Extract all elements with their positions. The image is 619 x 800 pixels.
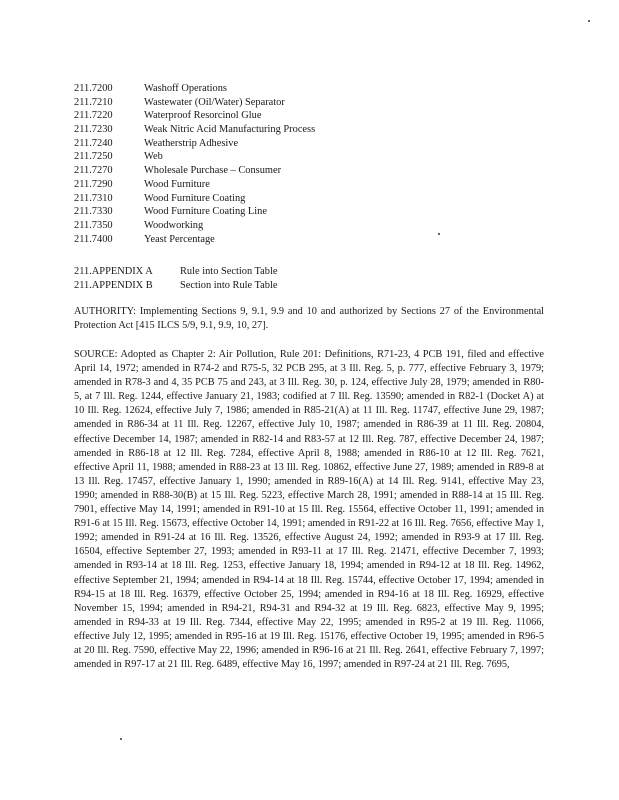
appendix-number: 211.APPENDIX B [74,280,153,291]
section-entry [74,96,574,110]
section-number: 211.7400 [74,233,113,245]
section-number: 211.7270 [74,165,113,177]
section-entry [74,137,574,151]
section-number: 211.7330 [74,206,113,218]
appendix-title: Section into Rule Table [180,280,278,291]
section-entry [74,123,574,137]
section-list [74,82,574,246]
section-title: Wood Furniture [144,178,210,190]
appendix-title: Rule into Section Table [180,266,278,277]
section-number: 211.7290 [74,178,113,190]
source-note: SOURCE: Adopted as Chapter 2: Air Pollution, Rule 201: Definitions, R71-23, 4 PCB 191, filed and effective April 14, 1972; amended in R74-2 and R75-5, 32 PCB 295, at 3 Ill. Reg. 5, p. 777, effective February 3, 1979; amended in R78-3 and 4, 35 PCB 75 and 243, at 3 Ill. Reg. 30, p. 124, effective July 28, 1979; amended in R80-5, at 7 Ill. Reg. 1244, effective January 21, 1983; codified at 7 Ill. Reg. 13590; amended in R82-1 (Docket A) at 10 Ill. Reg. 12624, effective July 7, 1986; amended in R85-21(A) at 11 Ill. Reg. 11747, effective June 29, 1987; amended in R86-34 at 11 Ill. Reg. 12267, effective July 10, 1987; amended in R86-39 at 11 Ill. Reg. 20804, effective December 14, 1987; amended in R82-14 and R83-57 at 12 Ill. Reg. 787, effective December 24, 1987; amended in R86-18 at 12 Ill. Reg. 7284, effective April 8, 1988; amended in R86-10 at 12 Ill. Reg. 7621, effective April 11, 1988; amended in R88-23 at 13 Ill. Reg. 10862, effective June 27, 1989; amended in R89-8 at 13 Ill. Reg. 17457, effective January 1, 1990; amended in R89-16(A) at 14 Ill. Reg. 9141, effective May 23, 1990; amended in R88-30(B) at 15 Ill. Reg. 5223, effective March 28, 1991; amended in R88-14 at 15 Ill. Reg. 7901, effective May 14, 1991; amended in R91-10 at 15 Ill. Reg. 15564, effective October 11, 1991; amended in R91-6 at 15 Ill. Reg. 15673, effective October 14, 1991; amended in R91-22 at 16 Ill. Reg. 7656, effective May 1, 1992; amended in R91-24 at 16 Ill. Reg. 13526, effective August 24, 1992; amended in R93-9 at 17 Ill. Reg. 16504, effective September 27, 1993; amended in R93-11 at 17 Ill. Reg. 21471, effective December 7, 1993; amended in R93-14 at 18 Ill. Reg. 1253, effective January 18, 1994; amended in R94-12 at 18 Ill. Reg. 14962, effective September 21, 1994; amended in R94-14 at 18 Ill. Reg. 15744, effective October 17, 1994; amended in R94-15 at 18 Ill. Reg. 16379, effective October 25, 1994; amended in R94-16 at 18 Ill. Reg. 16929, effective November 15, 1994; amended in R94-21, R94-31 and R94-32 at 19 Ill. Reg. 6823, effective May 9, 1995; amended in R94-33 at 19 Ill. Reg. 7344, effective May 22, 1995; amended in R95-2 at 19 Ill. Reg. 11066, effective July 12, 1995; amended in R95-16 at 19 Ill. Reg. 15176, effective October 19, 1995; amended in R96-5 at 20 Ill. Reg. 7590, effective May 22, 1996; amended in R96-16 at 21 Ill. Reg. 2641, effective February 7, 1997; amended in R97-17 at 21 Ill. Reg. 6489, effective May 16, 1997; amended in R97-24 at 21 Ill. Reg. 7695, [74,349,544,671]
section-entry [74,219,574,233]
section-title: Wastewater (Oil/Water) Separator [144,96,285,108]
section-title: Woodworking [144,219,204,231]
appendix-list [74,265,574,293]
scan-speck [120,738,122,740]
section-title: Washoff Operations [144,83,227,94]
section-entry [74,150,574,164]
appendix-entry [74,265,574,279]
section-number: 211.7350 [74,219,113,231]
section-entry [74,233,574,247]
scan-speck [588,20,590,22]
appendix-number: 211.APPENDIX A [74,266,153,277]
section-title: Wholesale Purchase – Consumer [144,165,282,177]
section-entry [74,178,574,192]
section-number: 211.7210 [74,96,113,108]
section-entry [74,109,574,123]
section-number: 211.7310 [74,192,113,204]
section-entry [74,164,574,178]
section-number: 211.7200 [74,83,113,94]
section-title: Wood Furniture Coating Line [144,206,267,218]
section-number: 211.7240 [74,137,113,149]
section-number: 211.7230 [74,124,113,136]
section-title: Wood Furniture Coating [144,192,246,204]
section-title: Yeast Percentage [144,233,215,245]
section-title: Weak Nitric Acid Manufacturing Process [144,124,316,136]
section-number: 211.7220 [74,110,113,122]
section-entry [74,82,574,96]
section-title: Waterproof Resorcinol Glue [144,110,262,122]
section-entry [74,192,574,206]
section-number: 211.7250 [74,151,113,163]
authority-note: AUTHORITY: Implementing Sections 9, 9.1, 9.9 and 10 and authorized by Sections 27 of the Environmental Protection Act [415 ILCS 5/9, 9.1, 9.9, 10, 27]. [74,306,544,332]
section-entry [74,205,574,219]
section-title: Web [144,151,163,163]
scan-speck [438,233,440,235]
section-title: Weatherstrip Adhesive [144,137,239,149]
appendix-entry [74,279,574,293]
